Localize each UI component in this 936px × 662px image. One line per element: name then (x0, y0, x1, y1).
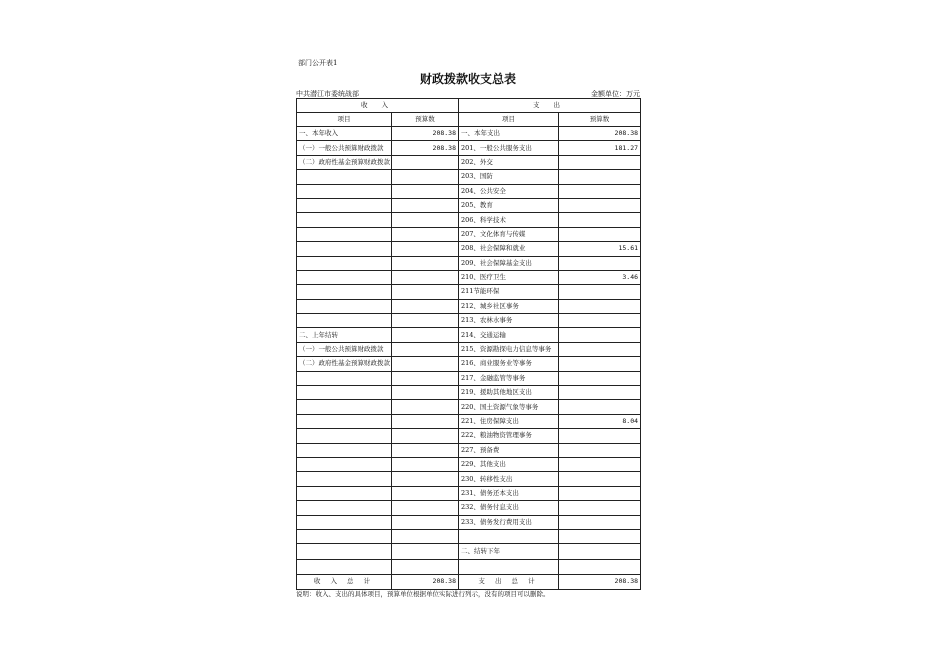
income-item-cell: （二）政府性基金预算财政拨款 (297, 155, 392, 169)
expense-value-cell (559, 371, 641, 385)
section-header-row (297, 99, 641, 113)
income-item-cell (297, 472, 392, 486)
expense-item-cell: 209、社会保障基金支出 (459, 256, 559, 270)
expense-value-cell (559, 486, 641, 500)
column-header-row (297, 113, 641, 127)
income-value-cell (392, 170, 459, 184)
expense-value-cell (559, 227, 641, 241)
expense-item-cell: 205、教育 (459, 198, 559, 212)
expense-value-cell (559, 314, 641, 328)
expense-value-cell (559, 501, 641, 515)
income-value-cell (392, 486, 459, 500)
expense-value-cell (559, 457, 641, 471)
income-item-cell (297, 486, 392, 500)
expense-item-cell: 220、国土资源气象等事务 (459, 400, 559, 414)
income-value-cell (392, 529, 459, 543)
table-row (297, 127, 641, 141)
income-value-cell (392, 285, 459, 299)
income-budget-header: 预算数 (392, 113, 459, 127)
income-value-cell (392, 515, 459, 529)
income-value-cell (392, 472, 459, 486)
expense-value-cell (559, 544, 641, 560)
income-value-cell (392, 299, 459, 313)
income-item-cell (297, 256, 392, 270)
footnote: 说明：收入、支出的具体项目，预算单位根据单位实际进行列示，没有的项目可以删除。 (296, 590, 550, 598)
expense-value-cell (559, 170, 641, 184)
expense-value-cell: 3.46 (559, 270, 641, 284)
table-row (297, 285, 641, 299)
income-item-cell: （一）一般公共预算财政拨款 (297, 342, 392, 356)
expense-value-cell: 8.04 (559, 414, 641, 428)
expense-item-cell: 217、金融监管等事务 (459, 371, 559, 385)
table-row (297, 299, 641, 313)
budget-summary-table (296, 98, 641, 590)
expense-item-cell: 215、资源勘探电力信息等事务 (459, 342, 559, 356)
expense-value-cell: 208.38 (559, 127, 641, 141)
expense-item-cell: 204、公共安全 (459, 184, 559, 198)
expense-value-cell (559, 155, 641, 169)
income-item-cell (297, 443, 392, 457)
income-item-cell (297, 386, 392, 400)
income-value-cell (392, 544, 459, 560)
expense-item-cell: 208、社会保障和就业 (459, 242, 559, 256)
expense-value-cell (559, 285, 641, 299)
expense-item-cell: 212、城乡社区事务 (459, 299, 559, 313)
expense-value-cell (559, 386, 641, 400)
income-value-cell (392, 198, 459, 212)
expense-item-cell: 227、预备费 (459, 443, 559, 457)
income-item-cell (297, 299, 392, 313)
expense-item-cell: 214、交通运输 (459, 328, 559, 342)
income-value-cell (392, 184, 459, 198)
table-row (297, 472, 641, 486)
expense-value-cell (559, 472, 641, 486)
expense-item-cell: 229、其他支出 (459, 457, 559, 471)
expense-value-cell: 15.61 (559, 242, 641, 256)
table-row (297, 170, 641, 184)
amount-unit: 金额单位：万元 (591, 90, 640, 98)
income-value-cell (392, 328, 459, 342)
expense-value-cell (559, 357, 641, 371)
expense-budget-header: 预算数 (559, 113, 641, 127)
table-row (297, 486, 641, 500)
expense-item-cell: 216、商业服务业等事务 (459, 357, 559, 371)
income-item-cell (297, 414, 392, 428)
expense-item-cell: 211节能环保 (459, 285, 559, 299)
income-item-cell (297, 170, 392, 184)
total-row (297, 574, 641, 589)
expense-item-cell: 二、结转下年 (459, 544, 559, 560)
table-row (297, 357, 641, 371)
table-row (297, 256, 641, 270)
income-item-cell (297, 198, 392, 212)
income-value-cell (392, 242, 459, 256)
table-row (297, 342, 641, 356)
expense-value-cell (559, 515, 641, 529)
income-item-header: 项目 (297, 113, 392, 127)
expense-value-cell: 181.27 (559, 141, 641, 155)
expense-item-cell: 一、本年支出 (459, 127, 559, 141)
table-row (297, 429, 641, 443)
income-value-cell (392, 429, 459, 443)
expense-item-header: 项目 (459, 113, 559, 127)
income-item-cell (297, 529, 392, 543)
income-item-cell (297, 429, 392, 443)
income-item-cell: 二、上年结转 (297, 328, 392, 342)
income-item-cell: （二）政府性基金预算财政拨款 (297, 357, 392, 371)
expense-value-cell (559, 213, 641, 227)
income-value-cell (392, 213, 459, 227)
income-value-cell (392, 400, 459, 414)
income-value-cell (392, 314, 459, 328)
table-row (297, 242, 641, 256)
table-row (297, 529, 641, 543)
table-row (297, 414, 641, 428)
expense-item-cell: 222、粮油物资管理事务 (459, 429, 559, 443)
income-item-cell (297, 285, 392, 299)
expense-item-cell: 210、医疗卫生 (459, 270, 559, 284)
expense-value-cell (559, 328, 641, 342)
page-title: 财政拨款收支总表 (419, 72, 516, 86)
income-value-cell (392, 342, 459, 356)
expense-value-cell (559, 256, 641, 270)
table-row (297, 400, 641, 414)
expense-total-label: 支 出 总 计 (459, 574, 559, 589)
expense-value-cell (559, 342, 641, 356)
income-value-cell (392, 357, 459, 371)
income-item-cell (297, 270, 392, 284)
table-row (297, 155, 641, 169)
income-item-cell: 一、本年收入 (297, 127, 392, 141)
expense-value-cell (559, 400, 641, 414)
income-value-cell (392, 270, 459, 284)
income-item-cell (297, 560, 392, 574)
expense-value-cell (559, 443, 641, 457)
income-value-cell (392, 386, 459, 400)
income-value-cell (392, 443, 459, 457)
expense-value-cell (559, 560, 641, 574)
table-row (297, 141, 641, 155)
table-row (297, 515, 641, 529)
income-value-cell (392, 457, 459, 471)
expense-item-cell: 201、一般公共服务支出 (459, 141, 559, 155)
income-value-cell (392, 414, 459, 428)
table-row (297, 184, 641, 198)
income-item-cell (297, 184, 392, 198)
expense-item-cell: 233、债务发行费用支出 (459, 515, 559, 529)
income-item-cell (297, 501, 392, 515)
expense-value-cell (559, 299, 641, 313)
expense-item-cell: 206、科学技术 (459, 213, 559, 227)
table-row (297, 198, 641, 212)
income-value-cell (392, 501, 459, 515)
expense-item-cell: 203、国防 (459, 170, 559, 184)
income-value-cell (392, 560, 459, 574)
table-row (297, 544, 641, 560)
table-row (297, 443, 641, 457)
sheet-tag: 部门公开表1 (298, 59, 338, 67)
expense-item-cell: 219、援助其他地区支出 (459, 386, 559, 400)
income-item-cell (297, 227, 392, 241)
income-item-cell (297, 213, 392, 227)
income-value-cell (392, 256, 459, 270)
expense-value-cell (559, 429, 641, 443)
income-item-cell (297, 457, 392, 471)
table-row (297, 371, 641, 385)
income-value-cell (392, 371, 459, 385)
expense-item-cell: 213、农林水事务 (459, 314, 559, 328)
expense-item-cell: 221、住房保障支出 (459, 414, 559, 428)
income-value-cell: 208.38 (392, 127, 459, 141)
table-row (297, 328, 641, 342)
income-item-cell (297, 371, 392, 385)
income-total-value: 208.38 (392, 574, 459, 589)
expense-value-cell (559, 529, 641, 543)
expense-total-value: 208.38 (559, 574, 641, 589)
table-row (297, 270, 641, 284)
expense-section-header: 支 出 (459, 99, 641, 113)
income-item-cell (297, 314, 392, 328)
table-row (297, 213, 641, 227)
income-item-cell (297, 515, 392, 529)
income-value-cell (392, 227, 459, 241)
income-item-cell (297, 242, 392, 256)
expense-item-cell: 230、转移性支出 (459, 472, 559, 486)
expense-item-cell (459, 560, 559, 574)
table-row (297, 501, 641, 515)
expense-item-cell: 232、债务付息支出 (459, 501, 559, 515)
income-section-header: 收 入 (297, 99, 459, 113)
income-total-label: 收 入 总 计 (297, 574, 392, 589)
expense-item-cell (459, 529, 559, 543)
organization-name: 中共潜江市委统战部 (296, 90, 359, 98)
table-row (297, 227, 641, 241)
expense-value-cell (559, 198, 641, 212)
income-value-cell: 208.38 (392, 141, 459, 155)
income-item-cell: （一）一般公共预算财政拨款 (297, 141, 392, 155)
table-row (297, 314, 641, 328)
table-row (297, 386, 641, 400)
expense-item-cell: 202、外交 (459, 155, 559, 169)
expense-item-cell: 207、文化体育与传媒 (459, 227, 559, 241)
table-row (297, 457, 641, 471)
income-item-cell (297, 400, 392, 414)
expense-item-cell: 231、债务还本支出 (459, 486, 559, 500)
income-item-cell (297, 544, 392, 560)
income-value-cell (392, 155, 459, 169)
table-row (297, 560, 641, 574)
expense-value-cell (559, 184, 641, 198)
